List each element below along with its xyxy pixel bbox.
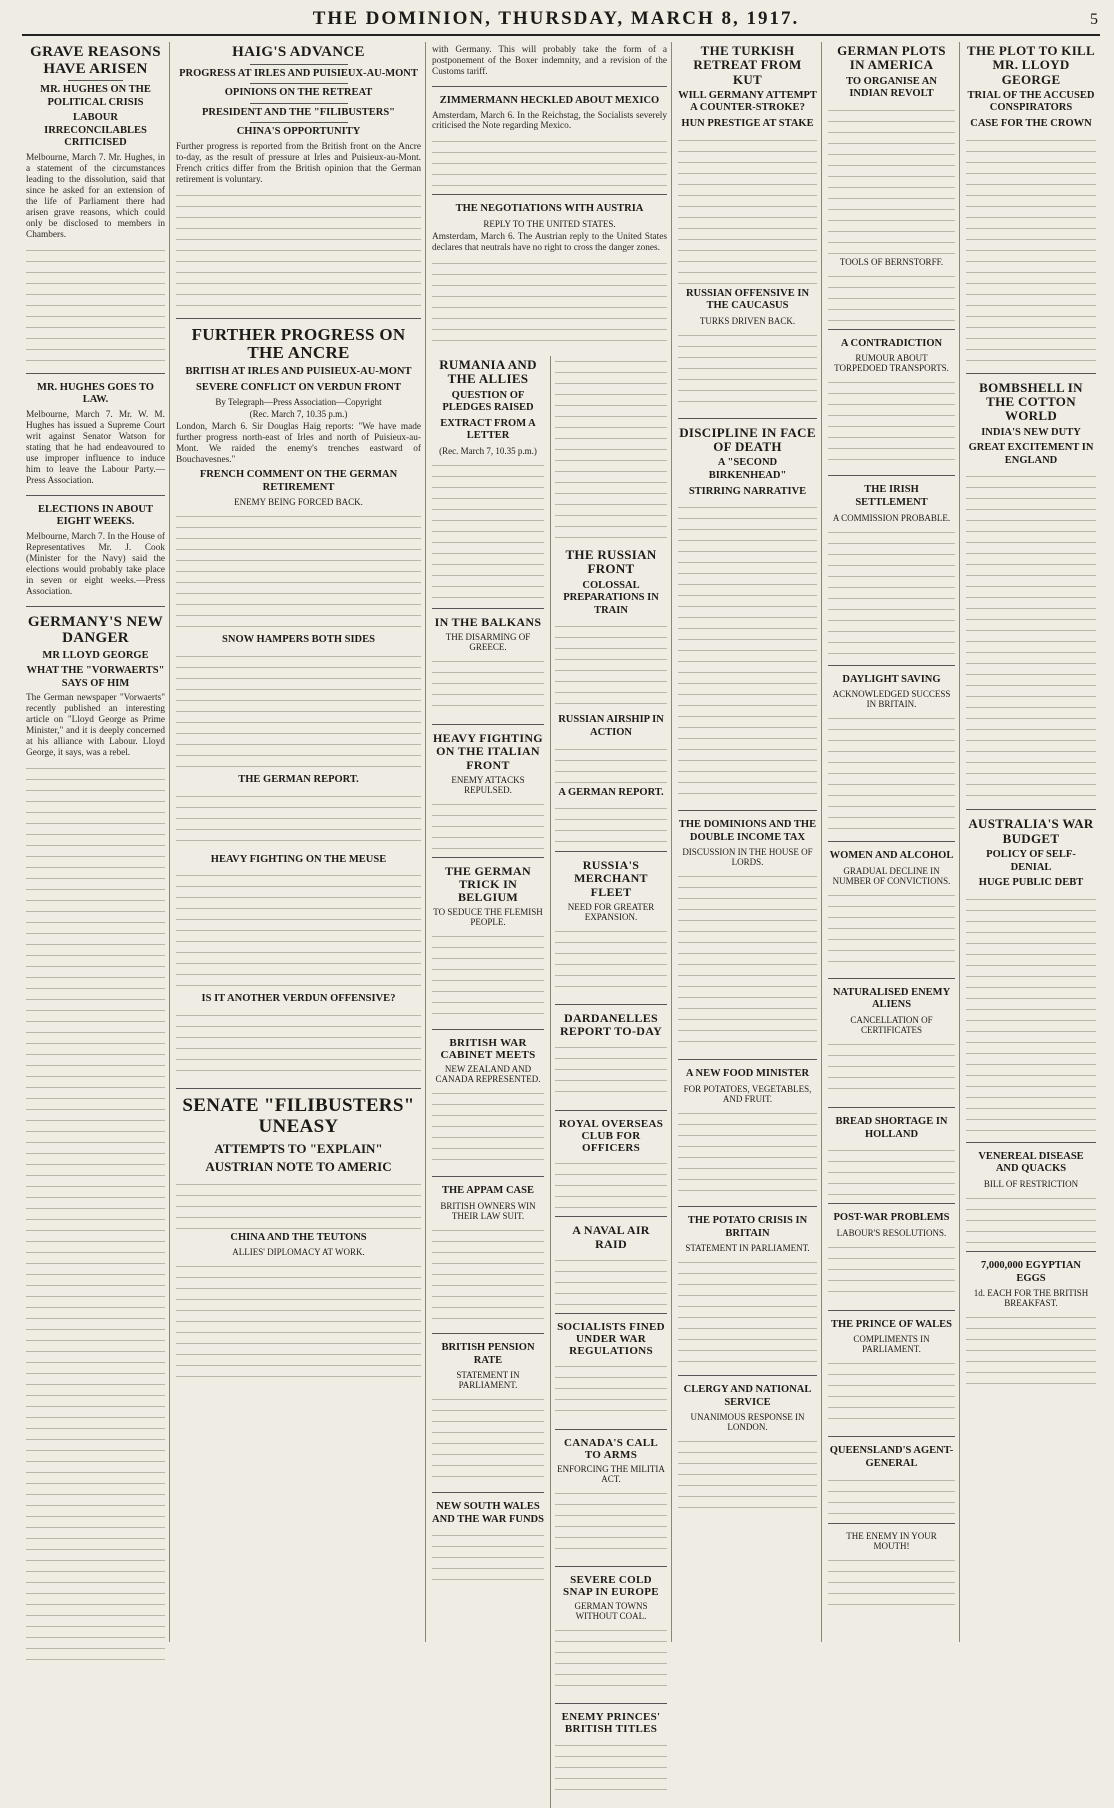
subhead: THE DOMINIONS AND THE DOUBLE INCOME TAX [678,819,817,843]
article-cotton-world [966,373,1096,802]
body-text-lines [828,890,955,970]
subhead: PROGRESS AT IRLES AND PUISIEUX-AU-MONT [179,67,418,79]
subhead: ATTEMPTS TO "EXPLAIN" [214,1140,383,1156]
subhead: INDIA'S NEW DUTY [981,426,1081,438]
headline: SEVERE COLD SNAP IN EUROPE [563,1574,659,1599]
subhead-small: REPLY TO THE UNITED STATES. [483,219,616,230]
article-nsw [432,1492,544,1590]
column-7 [962,42,1100,1642]
subhead: HEAVY FIGHTING ON THE MEUSE [210,853,387,865]
subhead: IS IT ANOTHER VERDUN OFFENSIVE? [201,993,396,1005]
subhead: OPINIONS ON THE RETREAT [224,87,373,99]
subhead: TO ORGANISE AN INDIAN REVOLT [846,75,937,100]
subhead-small: NEW ZEALAND AND CANADA REPRESENTED. [435,1064,541,1085]
subhead: THE APPAM CASE [442,1185,534,1197]
headline: IN THE BALKANS [434,614,542,629]
body-text-lines [828,1242,955,1302]
subhead: 7,000,000 EGYPTIAN EGGS [980,1259,1082,1284]
article-belgium [432,857,544,1022]
body-text-lines [555,621,667,711]
article-dardanelles [555,1004,667,1102]
body-text-lines [176,1261,421,1381]
article-hughes-law [26,373,165,487]
subhead-small: STATEMENT IN PARLIAMENT. [456,1370,520,1391]
masthead [22,8,1100,36]
article-plot-lloyd-george [966,44,1096,365]
article-socialists-fined [555,1313,667,1421]
article-body: Amsterdam, March 6. In the Reichstag, the Socialists severely criticised the Note regarding Mexico. [432,110,667,132]
article-body: London, March 6. Sir Douglas Haig reports: "We have made further progress north-east of Irles and north of Puisieux-au-Mont. We raided the enemy's trenches eastward of Bouchavesnes." [176,422,421,466]
subhead: SEVERE CONFLICT ON VERDUN FRONT [196,381,401,393]
subhead-small: TO SEDUCE THE FLEMISH PEOPLE. [433,907,543,928]
subhead: CLERGY AND NATIONAL SERVICE [683,1384,812,1408]
body-text-lines [176,1010,421,1080]
column-4 [674,42,822,1642]
subhead: WHAT THE "VORWAERTS" SAYS OF HIM [26,665,165,689]
article-rumania [432,358,544,600]
subhead: STIRRING NARRATIVE [688,485,807,497]
subhead-small: A COMMISSION PROBABLE. [832,512,951,523]
headline: RUSSIA'S MERCHANT FLEET [574,858,648,899]
subhead-small: THE ENEMY IN YOUR MOUTH! [846,1530,937,1551]
body-text-lines [176,511,421,631]
subhead: MR. HUGHES ON THE POLITICAL CRISIS [40,84,151,108]
body-text-lines [828,1145,955,1195]
article-post-war [828,1203,955,1302]
article-german-plots [828,44,955,321]
article-prince-of-wales [828,1310,955,1429]
headline: GERMANY'S NEW DANGER [27,613,164,647]
body-text-lines [555,1361,667,1421]
headline: RUMANIA AND THE ALLIES [439,356,537,387]
subhead-small: GERMAN TOWNS WITHOUT COAL. [574,1601,648,1622]
body-text-lines [432,1394,544,1484]
subhead: POLICY OF SELF-DENIAL [986,848,1076,873]
subhead-small: CANCELLATION OF CERTIFICATES [850,1014,933,1035]
body-text-lines [828,527,955,657]
body-text-lines [555,1042,667,1102]
article-germanys-danger [26,606,165,1664]
article-china-cont [432,45,667,78]
article-clergy [678,1375,817,1516]
headline: THE GERMAN TRICK IN BELGIUM [444,863,531,905]
article-enemy-princes [555,1703,667,1799]
article-war-cabinet [432,1029,544,1168]
subhead-small: GRADUAL DECLINE IN NUMBER OF CONVICTIONS. [832,865,951,886]
subhead: EXTRACT FROM A LETTER [440,417,536,442]
headline: CANADA'S CALL TO ARMS [563,1437,659,1462]
article-body: The German newspaper "Vorwaerts" recently published an interesting article on "Lloyd George as Prime Minister," and it is deeply concerned at his alliance with Labour. Lloyd George, it says, was a rebel. [26,693,165,759]
article-elections [26,495,165,598]
article-senate-filibusters [176,1088,421,1382]
body-text-lines [828,105,955,255]
article-war-budget [966,809,1096,1133]
body-text-lines [432,1530,544,1590]
subhead: WILL GERMANY ATTEMPT A COUNTER-STROKE? [678,89,817,114]
article-italian-front [432,724,544,849]
subhead: LABOUR IRRECONCILABLES CRITICISED [44,112,147,149]
subhead: BRITISH AT IRLES AND PUISIEUX-AU-MONT [185,366,412,378]
body-text-lines [432,799,544,849]
subhead-small: TURKS DRIVEN BACK. [699,315,796,326]
article-further-progress [176,318,421,1080]
article-contradiction [828,329,955,468]
subhead-small: RUMOUR ABOUT TORPEDOED TRANSPORTS. [834,353,949,374]
article-canada [555,1429,667,1558]
article-body: Melbourne, March 7. In the House of Representatives Mr. J. Cook (Minister for the Navy) said the elections would probably take place in seven or eight weeks.—Press Association. [26,531,165,597]
subhead: RUSSIAN AIRSHIP IN ACTION [558,714,664,738]
subhead: MR LLOYD GEORGE [42,649,149,661]
article-food-minister [678,1059,817,1198]
body-text-lines [555,1255,667,1305]
body-text-lines [828,377,955,467]
subhead-small: BRITISH OWNERS WIN THEIR LAW SUIT. [440,1201,536,1222]
article-body: Melbourne, March 7. Mr. W. M. Hughes has issued a Supreme Court writ against Senator Watson for stating that he had endeavoured to use improper influence to induce him to leave the Labour Party.—Press Association. [26,409,165,486]
subhead: CHINA AND THE TEUTONS [230,1231,367,1243]
dateline: (Rec. March 7, 10.35 p.m.) [439,445,537,456]
subhead: FRENCH COMMENT ON THE GERMAN RETIREMENT [199,469,398,493]
body-text-lines [555,926,667,996]
headline: DISCIPLINE IN FACE OF DEATH [679,424,816,455]
subhead: A GERMAN REPORT. [558,786,664,798]
headline: ENEMY PRINCES' BRITISH TITLES [561,1711,661,1736]
article-potato-crisis [678,1206,817,1367]
byline: By Telegraph—Press Association—Copyright [215,397,382,408]
subhead: CASE FOR THE CROWN [970,118,1092,130]
article-cold-snap [555,1566,667,1695]
article-body: Further progress is reported from the British front on the Ancre to-day, as the result of pressure at Irles and Puisieux-au-Mont. French critics differ from the British opinion that the German retirement is voluntary. [176,141,421,185]
subhead: WOMEN AND ALCOHOL [829,850,954,862]
body-text-lines [555,1625,667,1695]
subhead-small: UNANIMOUS RESPONSE IN LONDON. [690,1412,805,1433]
subhead-small: LABOUR'S RESOLUTIONS. [836,1227,947,1238]
body-text-lines [828,713,955,833]
page-number: 5 [1090,11,1100,28]
subhead: RUSSIAN OFFENSIVE IN THE CAUCASUS [685,287,810,312]
body-text-lines [678,502,817,802]
subhead: THE PRINCE OF WALES [830,1318,953,1330]
headline: SOCIALISTS FINED UNDER WAR REGULATIONS [557,1320,665,1357]
body-text-lines [555,1488,667,1558]
headline: THE PLOT TO KILL MR. LLOYD GEORGE [967,43,1095,87]
dateline: (Rec. March 7, 10.35 p.m.) [249,409,348,420]
subhead: A "SECOND BIRKENHEAD" [708,457,787,482]
article-pension [432,1333,544,1484]
subhead-small: ACKNOWLEDGED SUCCESS IN BRITAIN. [832,689,951,710]
body-text-lines [555,1740,667,1800]
subhead-small: NEED FOR GREATER EXPANSION. [567,901,655,922]
body-text-lines [678,135,817,285]
body-text-lines [966,1193,1096,1243]
body-text-lines [176,870,421,990]
headline: GERMAN PLOTS IN AMERICA [837,43,946,73]
subhead: A NEW FOOD MINISTER [685,1068,810,1080]
article-naturalised-aliens [828,978,955,1099]
article-body: with Germany. This will probably take the form of a postponement of the Boxer indemnity, and a revision of the Customs tariff. [432,45,667,77]
body-text-lines [678,1257,817,1367]
subhead: THE NEGOTIATIONS WITH AUSTRIA [455,203,644,215]
body-text-lines [966,894,1096,1134]
subhead: A CONTRADICTION [840,337,943,349]
body-text-lines [176,651,421,771]
headline: BOMBSHELL IN THE COTTON WORLD [979,379,1083,424]
headline: FURTHER PROGRESS ON THE ANCRE [191,324,406,363]
article-irish-settlement [828,475,955,656]
headline: THE RUSSIAN FRONT [565,546,657,577]
column-3-split [432,356,667,1808]
headline: A NAVAL AIR RAID [572,1223,650,1251]
article-balkans [432,608,544,716]
article-daylight-saving [828,665,955,834]
article-austria [432,194,667,348]
body-text-lines [176,791,421,851]
subhead-small: STATEMENT IN PARLIAMENT. [685,1243,810,1254]
subhead: POST-WAR PROBLEMS [833,1212,950,1224]
subhead-small: ENEMY BEING FORCED BACK. [234,497,363,508]
article-russian-front [555,548,667,843]
body-text-lines [176,1179,421,1229]
subhead: THE GERMAN REPORT. [238,773,359,785]
subhead: MR. HUGHES GOES TO LAW. [37,381,154,406]
article-haigs-advance [176,44,421,310]
article-zimmermann [432,86,667,187]
column-6 [824,42,960,1642]
subhead-small: TOOLS OF BERNSTORFF. [839,256,944,267]
body-text-lines [678,1436,817,1516]
column-1 [22,42,170,1642]
subhead: COLOSSAL PREPARATIONS IN TRAIN [563,579,659,616]
subhead-small: ENEMY ATTACKS REPULSED. [451,774,525,795]
headline: BRITISH WAR CABINET MEETS [440,1037,536,1062]
subhead: BREAD SHORTAGE IN HOLLAND [835,1115,948,1140]
subhead-small: ALLIES' DIPLOMACY AT WORK. [232,1247,365,1258]
subhead: VENEREAL DISEASE AND QUACKS [978,1150,1084,1175]
article-queensland [828,1436,955,1514]
column-5 [550,356,667,1808]
body-text-lines [828,1039,955,1099]
article-bread-shortage [828,1107,955,1195]
body-text-lines [432,258,667,348]
article-body: Melbourne, March 7. Mr. Hughes, in a statement of the circumstances leading to the dissolution, said that since he asked for an extension of the life of Parliament there had arisen grave reasons, which could only be disclosed to members in Chambers. [26,152,165,240]
subhead-small: BILL OF RESTRICTION [983,1178,1079,1189]
body-text-lines [966,1312,1096,1392]
body-text-lines [555,356,667,546]
article-appam [432,1176,544,1325]
body-text-lines [555,1158,667,1208]
subhead: HUGE PUBLIC DEBT [978,877,1084,889]
column-2 [172,42,426,1642]
subhead-small: 1d. EACH FOR THE BRITISH BREAKFAST. [973,1288,1089,1309]
subhead-small: ENFORCING THE MILITIA ACT. [557,1464,665,1485]
body-text-lines [26,245,165,365]
subhead-small: DISCUSSION IN THE HOUSE OF LORDS. [682,847,813,868]
body-text-lines [966,135,1096,365]
headline: HAIG'S ADVANCE [232,44,365,60]
subhead: TRIAL OF THE ACCUSED CONSPIRATORS [967,89,1095,114]
body-text-lines [432,931,544,1021]
article-discipline [678,418,817,802]
article-merchant-fleet [555,851,667,996]
article-grave-reasons [26,44,165,365]
subhead-small: THE DISARMING OF GREECE. [445,632,531,653]
body-text-lines [966,471,1096,801]
body-text-lines [678,871,817,1051]
subhead: NEW SOUTH WALES AND THE WAR FUNDS [432,1501,544,1525]
headline: THE TURKISH RETREAT FROM KUT [693,43,802,87]
body-text-lines [432,460,544,600]
body-text-lines [828,1358,955,1428]
columns [22,42,1100,1736]
headline: GRAVE REASONS HAVE ARISEN [30,44,161,77]
subhead: NATURALISED ENEMY ALIENS [832,986,951,1011]
masthead-title: THE DOMINION, THURSDAY, MARCH 8, 1917. [312,8,800,29]
headline: AUSTRALIA'S WAR BUDGET [968,816,1094,846]
article-turkish-retreat [678,44,817,410]
subhead: PRESIDENT AND THE "FILIBUSTERS" [201,106,396,118]
article-venereal-disease [966,1142,1096,1243]
body-text-lines [828,1555,955,1615]
body-text-lines [432,656,544,716]
body-text-lines [828,271,955,321]
subhead: CHINA'S OPPORTUNITY [236,126,361,138]
body-text-lines [828,1475,955,1515]
subhead: ZIMMERMANN HECKLED ABOUT MEXICO [439,94,660,106]
body-text-lines [432,1225,544,1325]
subhead: THE POTATO CRISIS IN BRITAIN [687,1215,808,1239]
subhead: GREAT EXCITEMENT IN ENGLAND [968,442,1094,466]
subhead: AUSTRIAN NOTE TO AMERIC [205,1159,392,1175]
article-body: Amsterdam, March 6. The Austrian reply to the United States declares that neutrals have no right to cross the danger zones. [432,232,667,253]
subhead: QUESTION OF PLEDGES RAISED [442,389,534,414]
headline: SENATE "FILIBUSTERS" UNEASY [182,1094,415,1137]
body-text-lines [555,744,667,784]
column-3a [432,356,544,1808]
column-3 [428,42,672,1736]
headline: HEAVY FIGHTING ON THE ITALIAN FRONT [433,731,543,772]
headline: ROYAL OVERSEAS CLUB FOR OFFICERS [558,1118,664,1155]
body-text-lines [678,1108,817,1198]
headline: DARDANELLES REPORT TO-DAY [559,1010,663,1038]
article-overseas-club [555,1110,667,1208]
subhead: SNOW HAMPERS BOTH SIDES [222,634,375,646]
body-text-lines [555,803,667,843]
body-text-lines [432,1088,544,1168]
body-text-lines [26,763,165,1663]
article-egyptian-eggs [966,1251,1096,1392]
subhead-small: FOR POTATOES, VEGETABLES, AND FRUIT. [683,1084,812,1105]
article-women-alcohol [828,841,955,970]
body-text-lines [176,190,421,310]
subhead: HUN PRESTIGE AT STAKE [681,118,814,130]
article-double-income-tax [678,810,817,1051]
subhead-small: COMPLIMENTS IN PARLIAMENT. [853,1334,930,1355]
subhead: THE IRISH SETTLEMENT [855,484,928,508]
subhead: DAYLIGHT SAVING [842,673,941,685]
body-text-lines [678,330,817,410]
body-text-lines [432,136,667,186]
subhead: ELECTIONS IN ABOUT EIGHT WEEKS. [38,503,153,528]
article-enemy-mouth [828,1523,955,1615]
subhead: BRITISH PENSION RATE [441,1342,535,1366]
article-naval-raid [555,1216,667,1304]
subhead: QUEENSLAND'S AGENT-GENERAL [829,1445,954,1469]
